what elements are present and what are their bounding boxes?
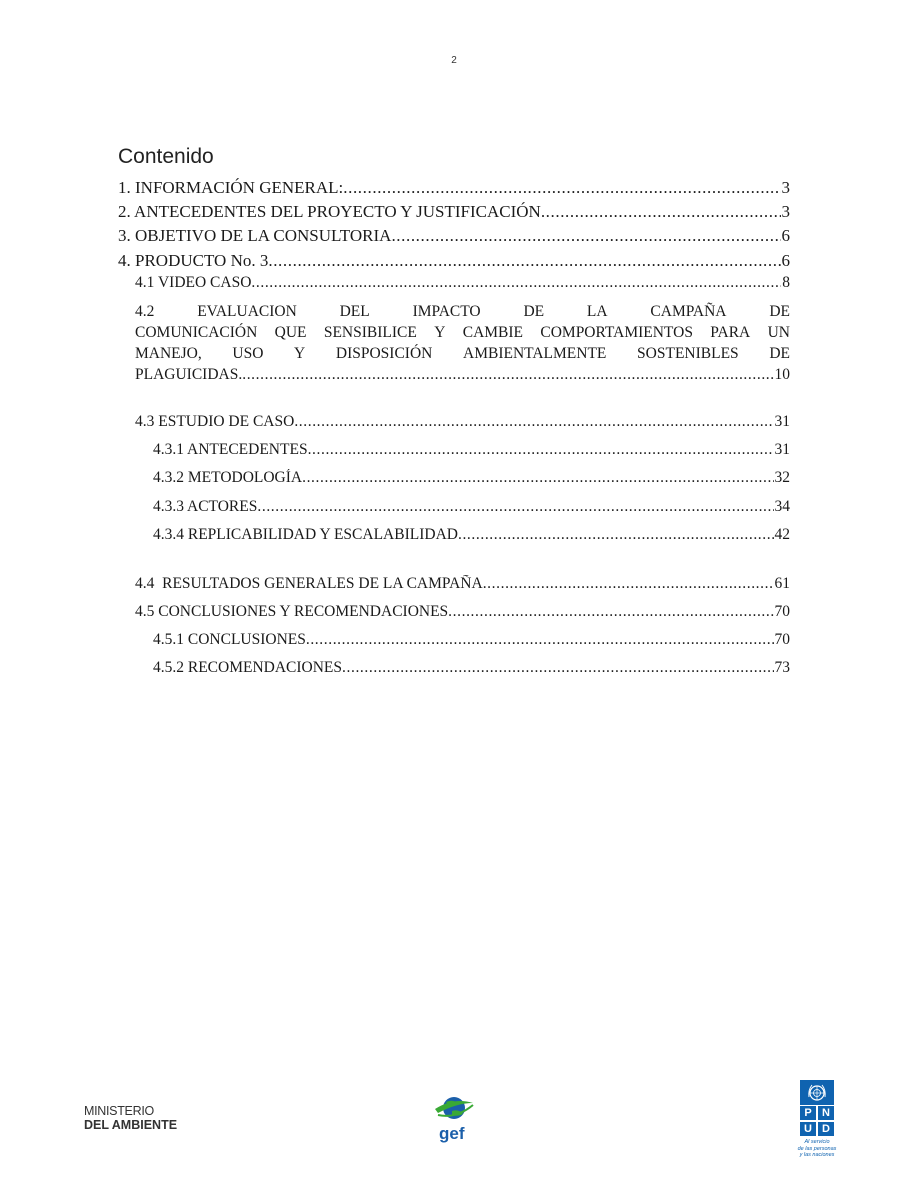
toc-entry-line [135,364,790,385]
logo-text-line: MINISTERIO [84,1104,154,1118]
word: SENSIBILICE [323,324,417,341]
caption-line: Al servicio [804,1139,830,1145]
toc-entry-label: 4.5.1 CONCLUSIONES [153,631,306,648]
ministerio-del-ambiente-logo [84,1105,177,1132]
toc-entry-page: 8 [782,274,790,291]
word: UN [767,324,790,341]
pnud-letter: U [800,1122,816,1136]
toc-entry-label: 4.3 ESTUDIO DE CASO [135,413,295,430]
toc-entry-page: 31 [774,413,790,430]
caption-line: de las personas [797,1145,837,1152]
word: USO [232,345,264,362]
toc-entry-page: 32 [774,469,790,486]
toc-entry-estudio-caso[interactable] [135,413,790,431]
toc-entry-label: 4.5.2 RECOMENDACIONES [153,659,343,676]
toc-entry-page: 6 [781,226,790,245]
pnud-caption [797,1139,837,1159]
dot-leader [306,631,774,649]
toc-entry-label: 4.4 RESULTADOS GENERALES DE LA CAMPAÑA [135,575,483,592]
word: DE [769,303,790,320]
toc-entry-page: 34 [774,498,790,515]
dot-leader [242,364,774,385]
toc-entry-resultados-generales[interactable] [135,575,790,593]
dot-leader [483,575,774,593]
toc-entry-antecedentes-proyecto[interactable] [118,202,790,222]
toc-entry-page: 70 [774,603,790,620]
dot-leader [448,603,773,621]
toc-entry-conclusiones[interactable] [153,631,790,649]
pnud-letter: D [818,1122,834,1136]
toc-entry-page: 3 [781,178,790,197]
dot-leader [342,659,773,677]
word: COMPORTAMIENTOS [540,324,693,341]
toc-title: Contenido [118,145,214,168]
toc-entry-recomendaciones[interactable] [153,659,790,677]
pnud-letter: N [818,1106,834,1120]
dot-leader [308,441,774,459]
toc-entry-label: 4. PRODUCTO No. 3 [118,251,269,270]
gef-logo [432,1093,476,1143]
word: AMBIENTALMENTE [463,345,607,362]
word: DE [523,303,545,320]
pnud-logo [797,1080,837,1159]
toc-entry-video-caso[interactable] [135,274,790,292]
toc-entry-actores[interactable] [153,498,790,516]
toc-entry-page: 3 [781,202,790,221]
toc-entry-producto-3[interactable] [118,251,790,271]
word: COMUNICACIÓN [135,324,258,341]
word: QUE [274,324,307,341]
word: DE [769,345,790,362]
logo-text-line: DEL AMBIENTE [84,1118,178,1132]
toc-entry-label: PLAGUICIDAS. [135,366,243,383]
dot-leader [268,251,780,271]
toc-entry-replicabilidad[interactable] [153,526,790,544]
dot-leader [343,178,780,198]
page-number: 2 [451,55,457,66]
toc-entry-label: 4.3.3 ACTORES [153,498,258,515]
toc-entry-label: 4.5 CONCLUSIONES Y RECOMENDACIONES [135,603,449,620]
toc-entry-page: 31 [774,441,790,458]
gef-text: gef [439,1124,465,1143]
dot-leader [294,413,773,431]
toc-entry-page: 73 [774,659,790,676]
toc-entry-page: 42 [774,526,790,543]
gef-globe-icon [432,1093,476,1143]
un-emblem-icon [800,1080,834,1106]
dot-leader [541,202,781,222]
toc-entry-page: 61 [774,575,790,592]
toc-entry-page: 70 [774,631,790,648]
toc-entry-label: 4.1 VIDEO CASO [135,274,252,291]
pnud-letters [800,1106,834,1136]
toc-entry-label: 3. OBJETIVO DE LA CONSULTORIA [118,226,392,245]
toc-entry-page: 6 [781,251,790,270]
dot-leader [391,226,780,246]
toc-entry-label: 2. ANTECEDENTES DEL PROYECTO Y JUSTIFICACIÓN [118,202,541,221]
toc-entry-objetivo-consultoria[interactable] [118,226,790,246]
word: IMPACTO [412,303,481,320]
pnud-letter: P [800,1106,816,1120]
toc-entry-metodologia[interactable] [153,469,790,487]
dot-leader [302,469,773,487]
toc-entry-informacion-general[interactable] [118,178,790,198]
toc-entry-evaluacion-impacto[interactable] [135,301,790,385]
dot-leader [251,274,781,292]
toc-entry-line [135,301,790,322]
toc-entry-antecedentes[interactable] [153,441,790,459]
caption-line: y las naciones [799,1152,835,1158]
word: MANEJO, [135,345,202,362]
word: CAMBIE [462,324,524,341]
dot-leader [257,498,773,516]
word: SOSTENIBLES [637,345,739,362]
toc-entry-line [135,322,790,343]
toc-entry-label: 1. INFORMACIÓN GENERAL: [118,178,344,197]
toc-entry-page: 10 [774,366,790,383]
word: DISPOSICIÓN [335,345,433,362]
dot-leader [458,526,774,544]
toc-entry-line [135,343,790,364]
word: Y [294,345,306,362]
word: EVALUACION [197,303,297,320]
word: Y [434,324,446,341]
toc-entry-label: 4.3.4 REPLICABILIDAD Y ESCALABILIDAD [153,526,458,543]
toc-entry-label: 4.3.2 METODOLOGÍA [153,469,303,486]
word: DEL [339,303,370,320]
word: LA [586,303,608,320]
word: 4.2 [135,303,155,320]
toc-entry-conclusiones-recomendaciones[interactable] [135,603,790,621]
word: CAMPAÑA [650,303,727,320]
toc-entry-label: 4.3.1 ANTECEDENTES [153,441,308,458]
word: PARA [710,324,751,341]
